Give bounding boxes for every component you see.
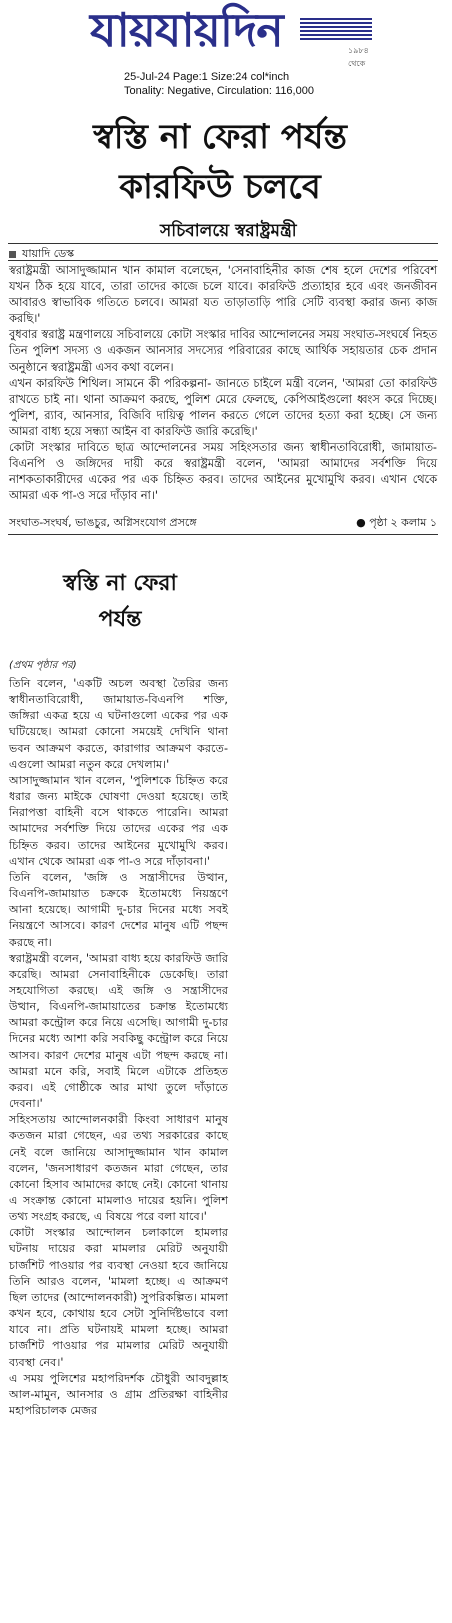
from-first-page-label: (প্রথম পৃষ্ঠার পর): [9, 660, 77, 671]
continued-headline-line-2: পর্যন্ত: [98, 607, 142, 632]
continuation-line: [9, 514, 437, 533]
meta-line-2: Tonality: Negative, Circulation: 116,000: [124, 85, 314, 97]
newspaper-logo: যায়যায়দিন: [90, 3, 283, 57]
divider: [8, 243, 438, 244]
lead-paragraph: কোটা সংস্কার দাবিতে ছাত্র আন্দোলনের সময় সহিংসতার জন্য স্বাধীনতাবিরোধী, জামায়াত-বিএনপি ও জঙ্গিদের দায়ী করে স্বরাষ্ট্রমন্ত্রী বলেন, 'আমরা আমাদের সর্বশক্তি দিয়ে নাশকতাকারীদের একের পর এক চিহ্নিত করব। তাদের আইনের মুখোমুখি করব। এখান থেকে আমরা এক পা-ও সরে দাঁড়াব না।': [9, 441, 437, 503]
lead-paragraph: এখন কারফিউ শিথিল। সামনে কী পরিকল্পনা- জানতে চাইলে মন্ত্রী বলেন, 'আমরা তো কারফিউ রাখতে চাই না। থানা আক্রমণ করছে, পুলিশ মেরে ফেলছে, কেপিআইগুলো ধ্বংস করে দিচ্ছে। পুলিশ, র‍্যাব, আনসার, বিজিবি দায়িত্ব পালন করতে গেলে তাদের হত্যা করা হচ্ছে। সে জন্য আমরা বাধ্য হয়ে সন্ধ্যা আইন বা কারফিউ জারি করেছি।': [9, 376, 437, 438]
continuation-jump: ● পৃষ্ঠা ২ কলাম ১: [356, 516, 437, 529]
square-bullet-icon: [9, 251, 16, 258]
subheadline: সচিবালয়ে স্বরাষ্ট্রমন্ত্রী: [160, 221, 297, 241]
continued-paragraph: এ সময় পুলিশের মহাপরিদর্শক চৌধুরী আবদুল্লাহ আল-মামুন, আনসার ও গ্রাম প্রতিরক্ষা বাহিনীর মহাপরিচালক মেজর: [9, 1371, 228, 1418]
headline-line-2: কারফিউ চলবে: [119, 167, 321, 207]
masthead: [90, 3, 369, 68]
continuation-page: পৃষ্ঠা ২ কলাম ১: [369, 516, 437, 529]
headline-line-1: স্বস্তি না ফেরা পর্যন্ত: [93, 117, 347, 157]
lead-article: [9, 263, 437, 504]
continued-paragraph: তিনি বলেন, 'একটি অচল অবস্থা তৈরির জন্য স্বাধীনতাবিরোধী, জামায়াত-বিএনপি শক্তি, জঙ্গিরা একত্র হয়ে এ ঘটনাগুলো একের পর এক ঘটিয়েছে। আমরা কোনো সময়েই দেখিনি থানা ভবন আক্রমণ করতে, কারাগার আক্রমণ করতে- এগুলো আমরা নতুন করে দেখলাম।': [9, 677, 228, 771]
continued-headline-line-1: স্বস্তি না ফেরা: [63, 571, 177, 596]
continued-paragraph: কোটা সংস্কার আন্দোলন চলাকালে হামলার ঘটনায় দায়ের করা মামলার মেরিট অনুযায়ী চার্জশিট পাওয়ার পর ব্যবস্থা নেওয়া হবে জানিয়ে তিনি আরও বলেন, 'মামলা হচ্ছে। এ আক্রমণ ছিল তাদের (আন্দোলনকারী) সুপরিকল্পিত। মামলা কখন হবে, কোথায় হবে সেটা সুনির্দিষ্টভাবে বলা যাবে না। প্রতি ঘটনায়ই মামলা হচ্ছে। আমরা চার্জশিট পাওয়ার পর মামলার মেরিট অনুযায়ী ব্যবস্থা নেব।': [9, 1226, 228, 1369]
divider: [8, 260, 438, 261]
meta-line-1: 25-Jul-24 Page:1 Size:24 col*inch: [124, 71, 290, 83]
continuation-topic: সংঘাত-সংঘর্ষ, ভাঙচুর, অগ্নিসংযোগ প্রসঙ্গে: [9, 516, 197, 529]
continued-paragraph: আসাদুজ্জামান খান বলেন, 'পুলিশকে চিহ্নিত করে ধরার জন্য মাইকে ঘোষণা দেওয়া হয়েছে। তাই নিরাপত্তা বাহিনী বসে থাকতে পারেনি। আমরা আমাদের সর্বশক্তি দিয়ে তাদের একের পর এক চিহ্নিত করব। তাদের আইনের মুখোমুখি করব। এখান থেকে আমরা এক পা-ও সরে দাঁড়াবনা।': [9, 773, 228, 868]
logo-since: ১৯৮৪ থেকে: [348, 46, 369, 68]
lead-paragraph: স্বরাষ্ট্রমন্ত্রী আসাদুজ্জামান খান কামাল বলেছেন, 'সেনাবাহিনীর কাজ শেষ হলে দেশের পরিবেশ যখন ঠিক হয়ে যাবে, তারা তাদের কাজে চলে যাবে। কারফিউ প্রত্যাহার হবে এবং জনজীবন আবারও স্বাভাবিক গতিতে চলবে। আমরা যত তাড়াতাড়ি পারি সেটি ব্যবস্থা করার জন্য কাজ করছি।': [9, 264, 437, 326]
continued-paragraph: তিনি বলেন, 'জঙ্গি ও সন্ত্রাসীদের উত্থান, বিএনপি-জামায়াত চক্রকে ইতোমধ্যে নিয়ন্ত্রণে আনা হয়েছে। আগামী দু-চার দিনের মধ্যে সবই নিয়ন্ত্রণে আসবে। কারণ দেশের মানুষ এটি পছন্দ করছে না।: [9, 870, 228, 949]
continued-paragraph: সহিংসতায় আন্দোলনকারী কিংবা সাধারণ মানুষ কতজন মারা গেছেন, এর তথ্য সরকারের কাছে নেই বলে জানিয়ে আসাদুজ্জামান খান কামাল বলেন, 'জনসাধারণ কতজন মারা গেছেন, তার কোনো হিসাব আমাদের কাছে নেই। কোনো থানায় এ সংক্রান্ত কোনো মামলাও দায়ের হয়নি। পুলিশ তথ্য সংগ্রহ করছে, এ বিষয়ে পরে বলা যাবে।': [9, 1113, 228, 1224]
continued-article: [9, 676, 228, 1419]
clipping-meta: [124, 70, 314, 98]
divider: [8, 534, 438, 535]
continued-paragraph: স্বরাষ্ট্রমন্ত্রী বলেন, 'আমরা বাধ্য হয়ে কারফিউ জারি করেছি। আমরা সেনাবাহিনীকে ডেকেছি। তারা সহযোগিতা করছে। এই জঙ্গি ও সন্ত্রাসীদের উত্থান, বিএনপি-জামায়াতের চক্রান্ত ইতোমধ্যে আমরা কন্ট্রোল করে নিয়ে এসেছি। আগামী দু-চার দিনের মধ্যে আশা করি সবকিছু কন্ট্রোল করে নিয়ে আসব। কারণ দেশের মানুষ এটা পছন্দ করছে না। আমরা মনে করি, সবাই মিলে এটাকে প্রতিহত করব। এই গোষ্ঠীকে আর মাথা তুলে দাঁড়াতে দেবনা।': [9, 951, 228, 1111]
byline: [9, 245, 74, 264]
lead-paragraph: বুধবার স্বরাষ্ট্র মন্ত্রণালয়ে সচিবালয়ে কোটা সংস্কার দাবির আন্দোলনের সময় সংঘাত-সংঘর্ষে নিহত তিন পুলিশ সদস্য ও একজন আনসার সদস্যের পরিবারের কাছে আর্থিক সহায়তার চেক প্রদান অনুষ্ঠানে স্বরাষ্ট্রমন্ত্রী এসব কথা বলেন।: [9, 328, 437, 374]
logo-stripes: [300, 18, 372, 40]
desk-label: যায়াদি ডেস্ক: [22, 247, 75, 260]
